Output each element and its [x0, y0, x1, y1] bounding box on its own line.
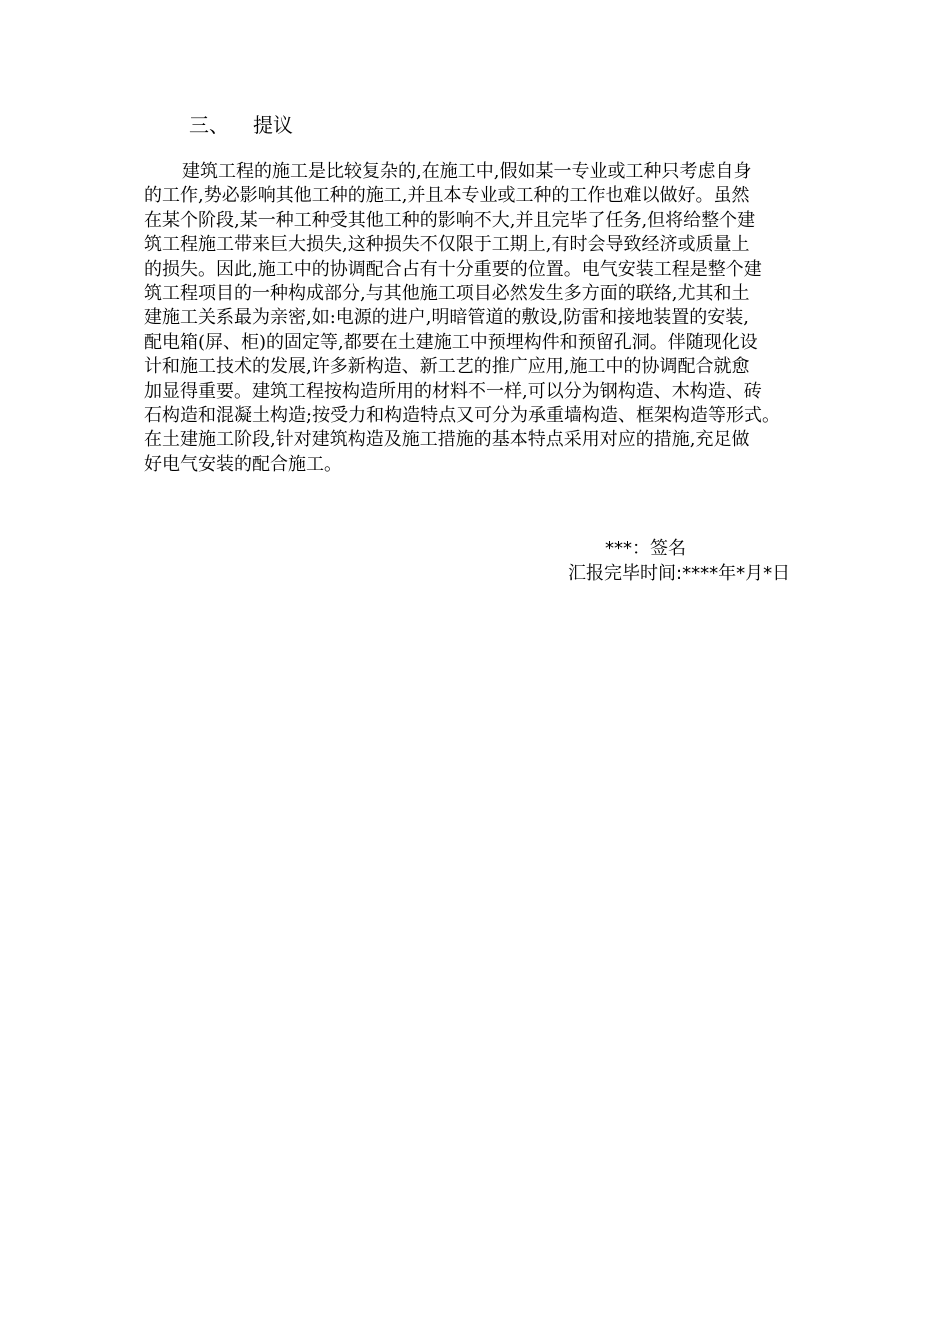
paragraph-line: 加显得重要。建筑工程按构造所用的材料不一样,可以分为钢构造、木构造、砖 [144, 380, 762, 402]
paragraph-line: 在土建施工阶段,针对建筑构造及施工措施的基本特点采用对应的措施,充足做 [144, 429, 750, 451]
paragraph-line: 配电箱(屏、柜)的固定等,都要在土建施工中预埋构件和预留孔洞。伴随现化设 [144, 331, 758, 353]
section-heading [189, 112, 293, 138]
paragraph-line: 建施工关系最为亲密,如:电源的进户,明暗管道的敷设,防雷和接地装置的安装, [144, 307, 749, 329]
paragraph-line: 计和施工技术的发展,许多新构造、新工艺的推广应用,施工中的协调配合就愈 [144, 356, 750, 378]
paragraph-line: 在某个阶段,某一种工种受其他工种的影响不大,并且完毕了任务,但将给整个建 [144, 209, 756, 231]
paragraph-line: 石构造和混凝土构造;按受力和构造特点又可分为承重墙构造、框架构造等形式。 [144, 404, 781, 426]
body-paragraph [144, 160, 824, 477]
paragraph-line: 建筑工程的施工是比较复杂的,在施工中,假如某一专业或工种只考虑自身 [182, 161, 752, 182]
paragraph-line: 好电气安装的配合施工。 [144, 453, 342, 475]
paragraph-line: 的损失。因此,施工中的协调配合占有十分重要的位置。电气安装工程是整个建 [144, 258, 762, 280]
paragraph-line: 筑工程项目的一种构成部分,与其他施工项目必然发生多方面的联络,尤其和土 [144, 282, 750, 304]
paragraph-line: 的工作,势必影响其他工种的施工,并且本专业或工种的工作也难以做好。虽然 [144, 185, 750, 207]
report-date: 汇报完毕时间:****年*月*日 [568, 563, 791, 584]
section-title: 提议 [253, 113, 293, 137]
paragraph-line: 筑工程施工带来巨大损失,这种损失不仅限于工期上,有时会导致经济或质量上 [144, 234, 750, 256]
section-number: 三、 [189, 113, 229, 137]
signature-line: ***：签名 [605, 538, 686, 559]
